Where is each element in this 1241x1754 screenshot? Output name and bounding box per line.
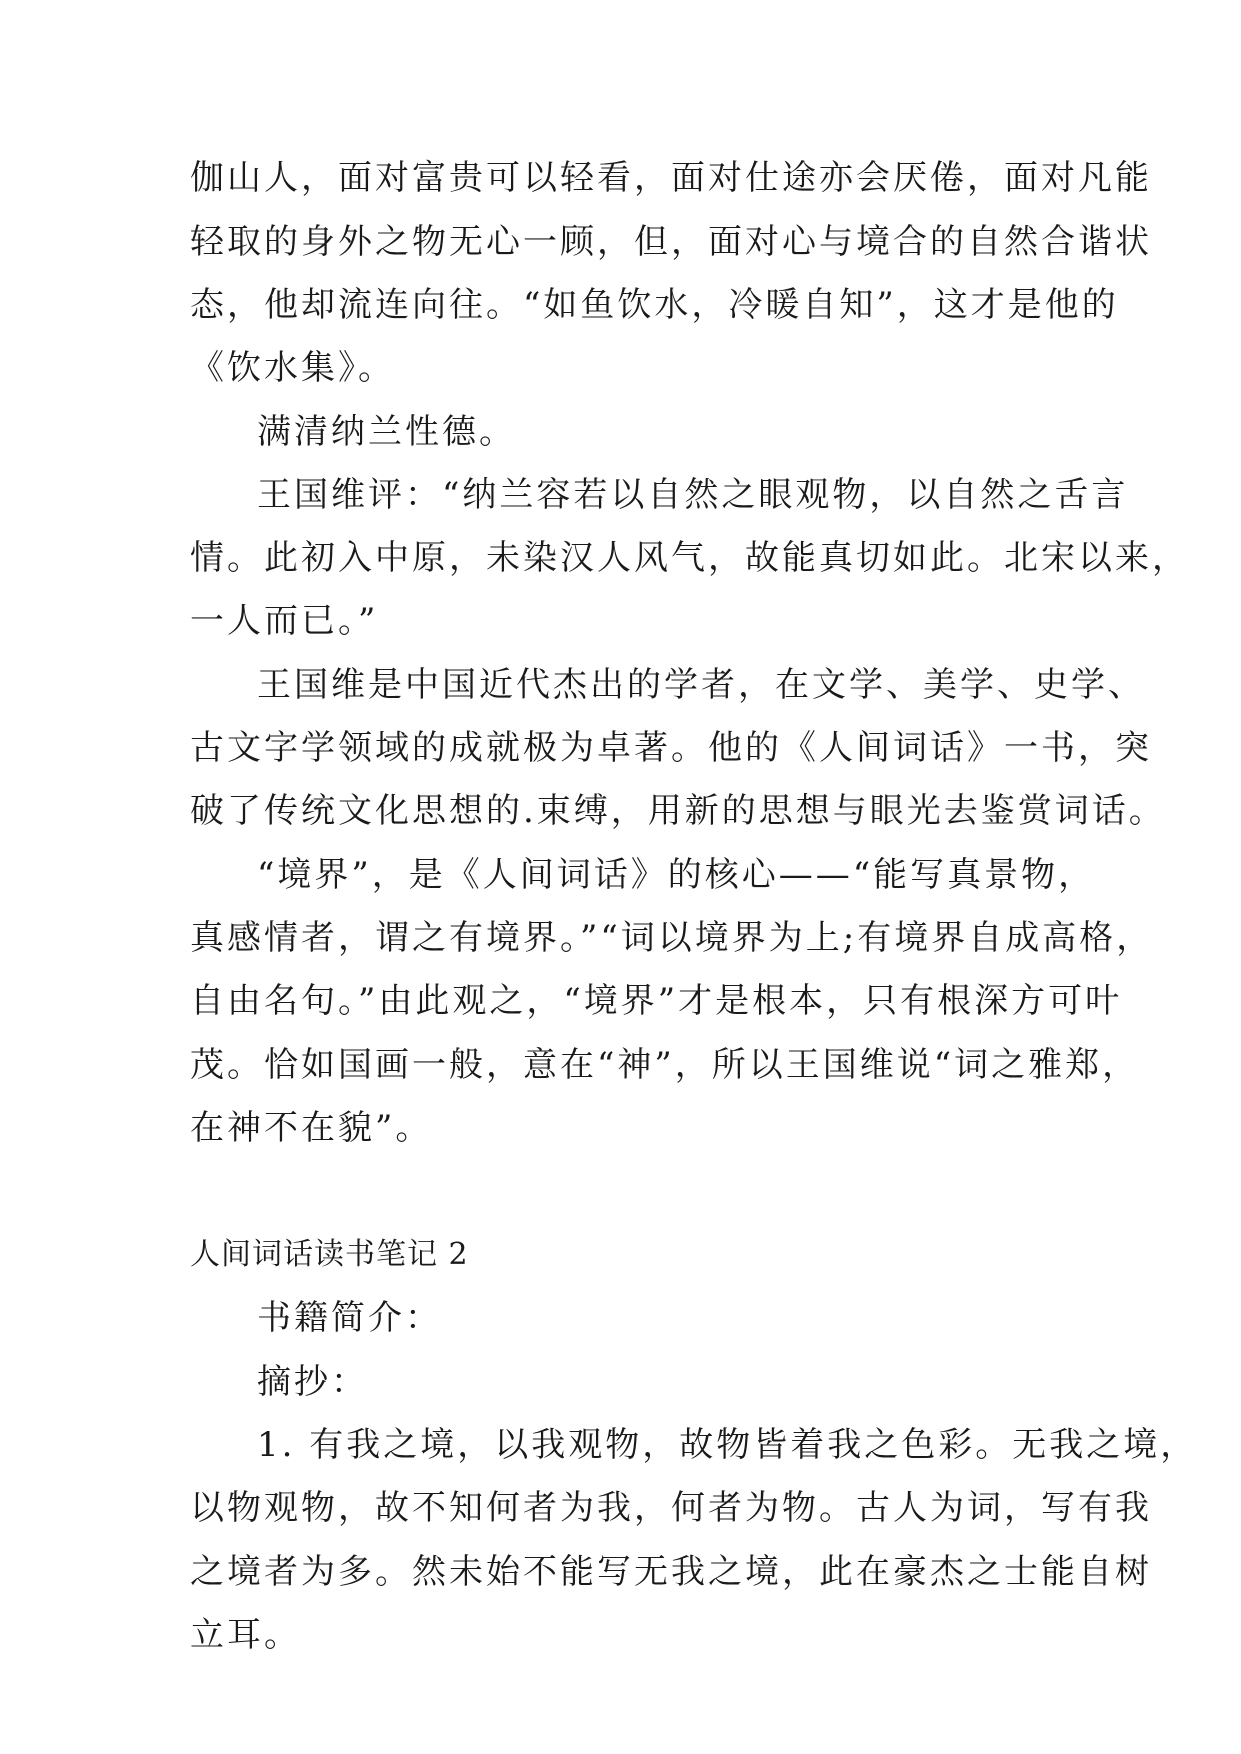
paragraph-5-line-5: 在神不在貌”。 (190, 1108, 433, 1148)
paragraph-5-line-1: “境界”，是《人间词话》的核心——“能写真景物， (257, 855, 1096, 895)
paragraph-1-line-3: 态，他却流连向往。“如鱼饮水，冷暖自知”，这才是他的 (190, 285, 1119, 325)
paragraph-5-line-3: 自由名句。”由此观之，“境界”才是根本，只有根深方可叶 (190, 981, 1123, 1021)
paragraph-4-line-2: 古文字学领域的成就极为卓著。他的《人间词话》一书，突 (190, 728, 1152, 768)
paragraph-5-line-4: 茂。恰如国画一般，意在“神”，所以王国维说“词之雅郑， (190, 1045, 1140, 1085)
paragraph-3-line-2: 情。此初入中原，未染汉人风气，故能真切如此。北宋以来， (190, 538, 1189, 578)
paragraph-8-line-4: 立耳。 (190, 1615, 301, 1655)
paragraph-5-line-2: 真感情者，谓之有境界。”“词以境界为上;有境界自成高格， (190, 918, 1154, 958)
paragraph-8-line-2: 以物观物，故不知何者为我，何者为物。古人为词，写有我 (190, 1488, 1152, 1528)
paragraph-3-line-3: 一人而已。” (190, 601, 379, 641)
paragraph-7-line-1: 摘抄： (257, 1362, 368, 1402)
paragraph-1-line-2: 轻取的身外之物无心一顾，但，面对心与境合的自然合谐状 (190, 222, 1152, 262)
paragraph-1-line-1: 伽山人，面对富贵可以轻看，面对仕途亦会厌倦，面对凡能 (190, 158, 1152, 198)
paragraph-8-line-3: 之境者为多。然未始不能写无我之境，此在豪杰之士能自树 (190, 1552, 1152, 1592)
section-title: 人间词话读书笔记 2 (190, 1237, 469, 1272)
paragraph-3-line-1: 王国维评：“纳兰容若以自然之眼观物，以自然之舌言 (257, 475, 1129, 515)
paragraph-4-line-3: 破了传统文化思想的.束缚，用新的思想与眼光去鉴赏词话。 (190, 791, 1166, 831)
paragraph-4-line-1: 王国维是中国近代杰出的学者，在文学、美学、史学、 (257, 665, 1145, 705)
paragraph-8-line-1: 1. 有我之境，以我观物，故物皆着我之色彩。无我之境， (257, 1425, 1198, 1465)
paragraph-2-line-1: 满清纳兰性德。 (257, 412, 516, 452)
paragraph-6-line-1: 书籍简介： (257, 1298, 442, 1338)
paragraph-1-line-4: 《饮水集》。 (190, 348, 395, 388)
